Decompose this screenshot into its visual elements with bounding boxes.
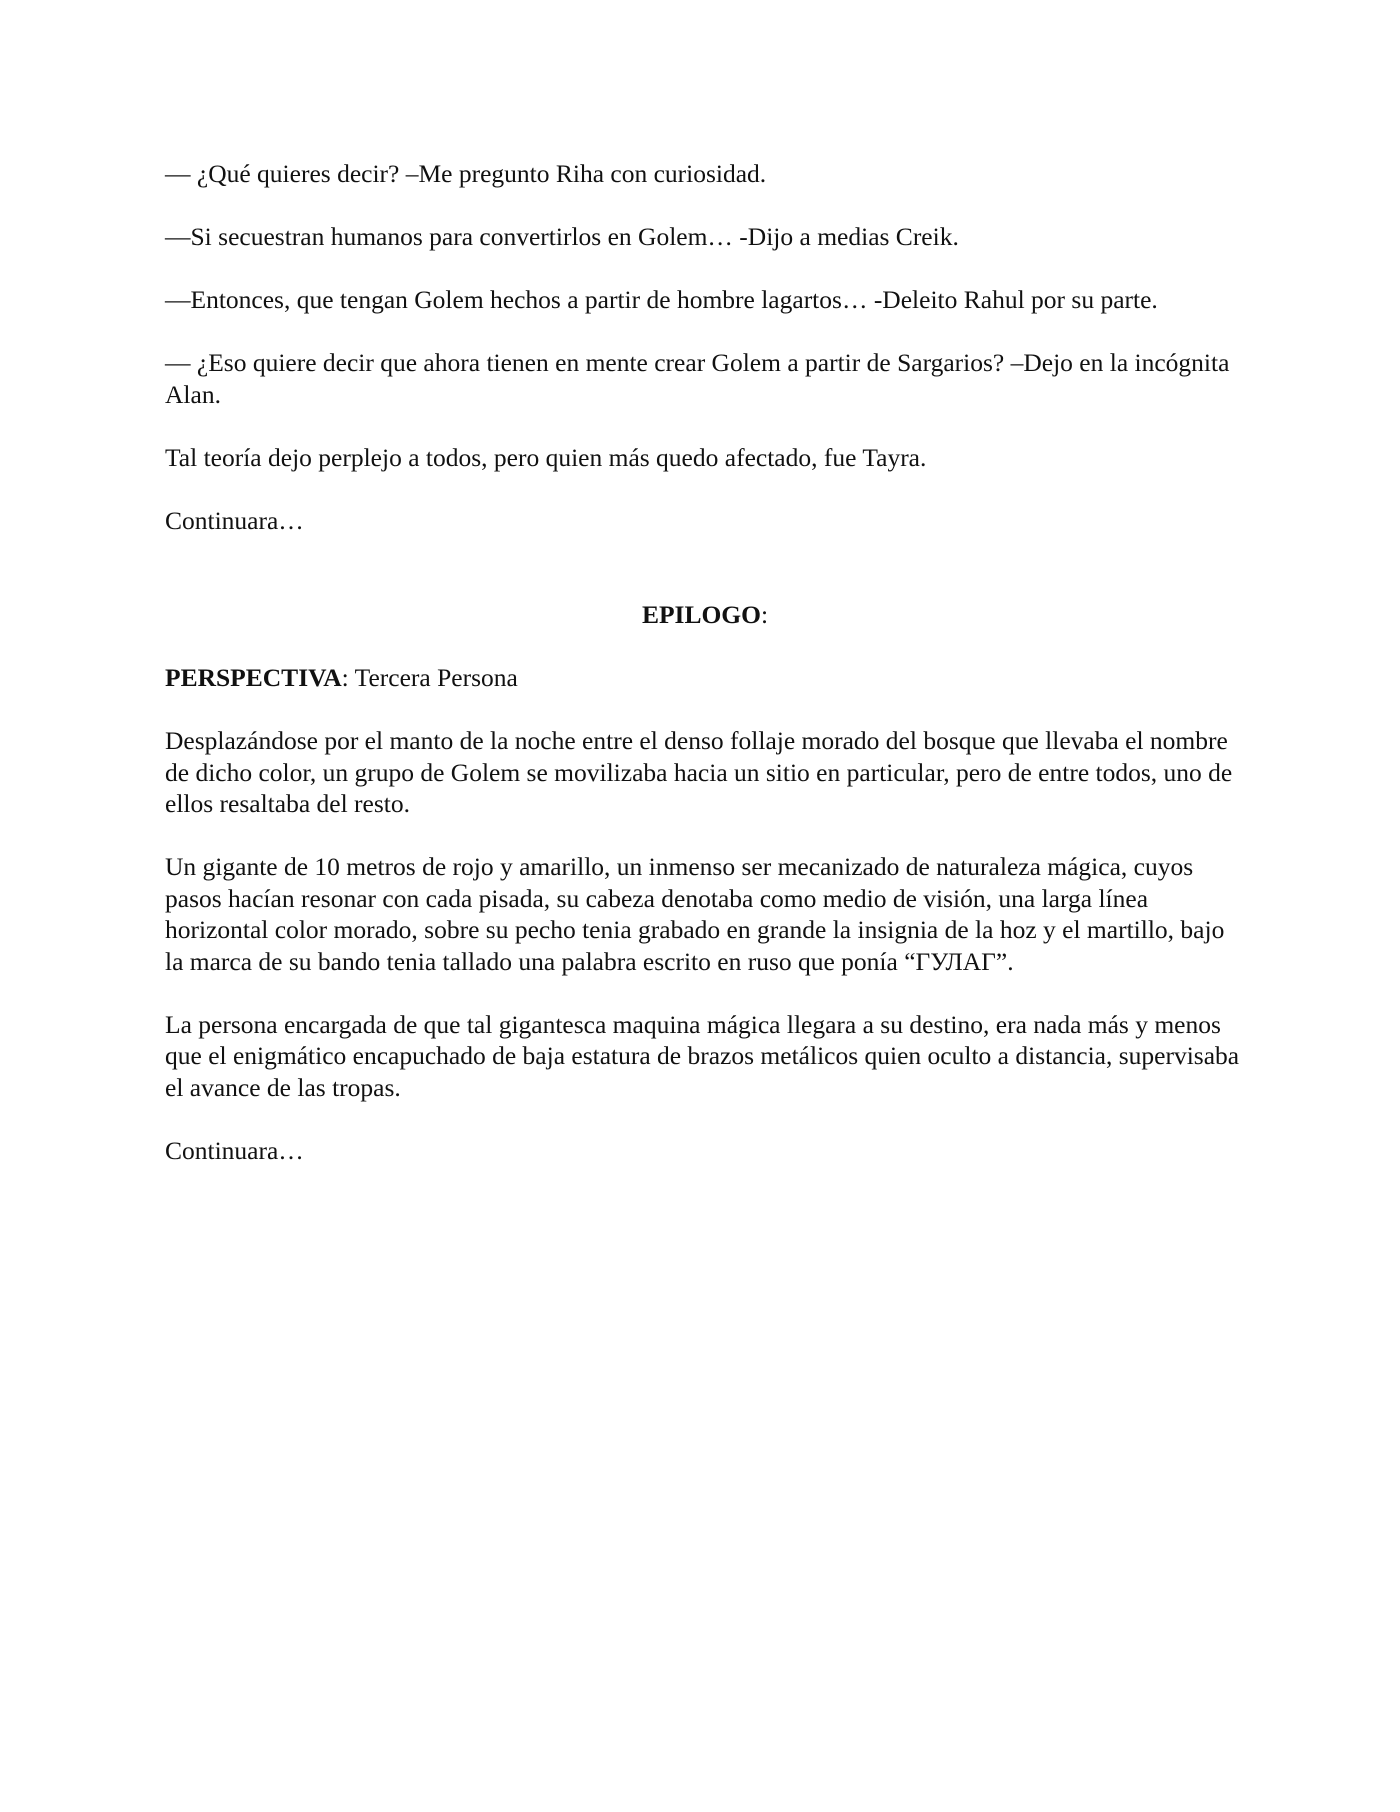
epilogue-title-colon: : (760, 600, 769, 629)
perspective-line (165, 662, 1245, 694)
page-content (165, 158, 1245, 1198)
dialogue-line-riha: — ¿Qué quieres decir? –Me pregunto Riha con curiosidad. (165, 159, 767, 188)
epilogue-title: EPILOGO (641, 600, 761, 629)
epilogue-heading (165, 599, 1245, 631)
perspective-label: PERSPECTIVA (165, 663, 342, 692)
dialogue-line-alan: — ¿Eso quiere decir que ahora tienen en mente crear Golem a partir de Sargarios? –Dejo en la incógnita Alan. (165, 348, 1230, 409)
epilogue-paragraph-3: La persona encargada de que tal gigantesca maquina mágica llegara a su destino, era nada más y menos que el enigmático encapuchado de baja estatura de brazos metálicos quien oculto a distancia, supervisaba el avance de las tropas. (165, 1009, 1240, 1102)
epilogue-paragraph-1: Desplazándose por el manto de la noche entre el denso follaje morado del bosque que llevaba el nombre de dicho color, un grupo de Golem se movilizaba hacia un sitio en particular, pero de entre todos, uno de ellos resaltaba del resto. (165, 726, 1233, 818)
perspective-value: Tercera Persona (348, 663, 518, 692)
epilogue-paragraph-2: Un gigante de 10 metros de rojo y amarillo, un inmenso ser mecanizado de naturaleza mágica, cuyos pasos hacían resonar con cada pisada, su cabeza denotaba como medio de visión, una larga línea horizontal color morado, sobre su pecho tenia grabado en grande la insignia de la hoz y el martillo, bajo la marca de su bando tenia tallado una palabra escrito en ruso que ponía “ГУЛАГ”. (165, 852, 1225, 976)
perspective-colon: : (341, 663, 349, 692)
epilogue-continuara-text: Continuara… (165, 1135, 304, 1165)
dialogue-line-creik: —Si secuestran humanos para convertirlos en Golem… -Dijo a medias Creik. (165, 222, 959, 251)
continuara-text: Continuara… (165, 505, 304, 535)
dialogue-line-rahul: —Entonces, que tengan Golem hechos a partir de hombre lagartos… -Deleito Rahul por su parte. (165, 285, 1158, 314)
narration-tayra: Tal teoría dejo perplejo a todos, pero quien más quedo afectado, fue Tayra. (165, 442, 927, 472)
